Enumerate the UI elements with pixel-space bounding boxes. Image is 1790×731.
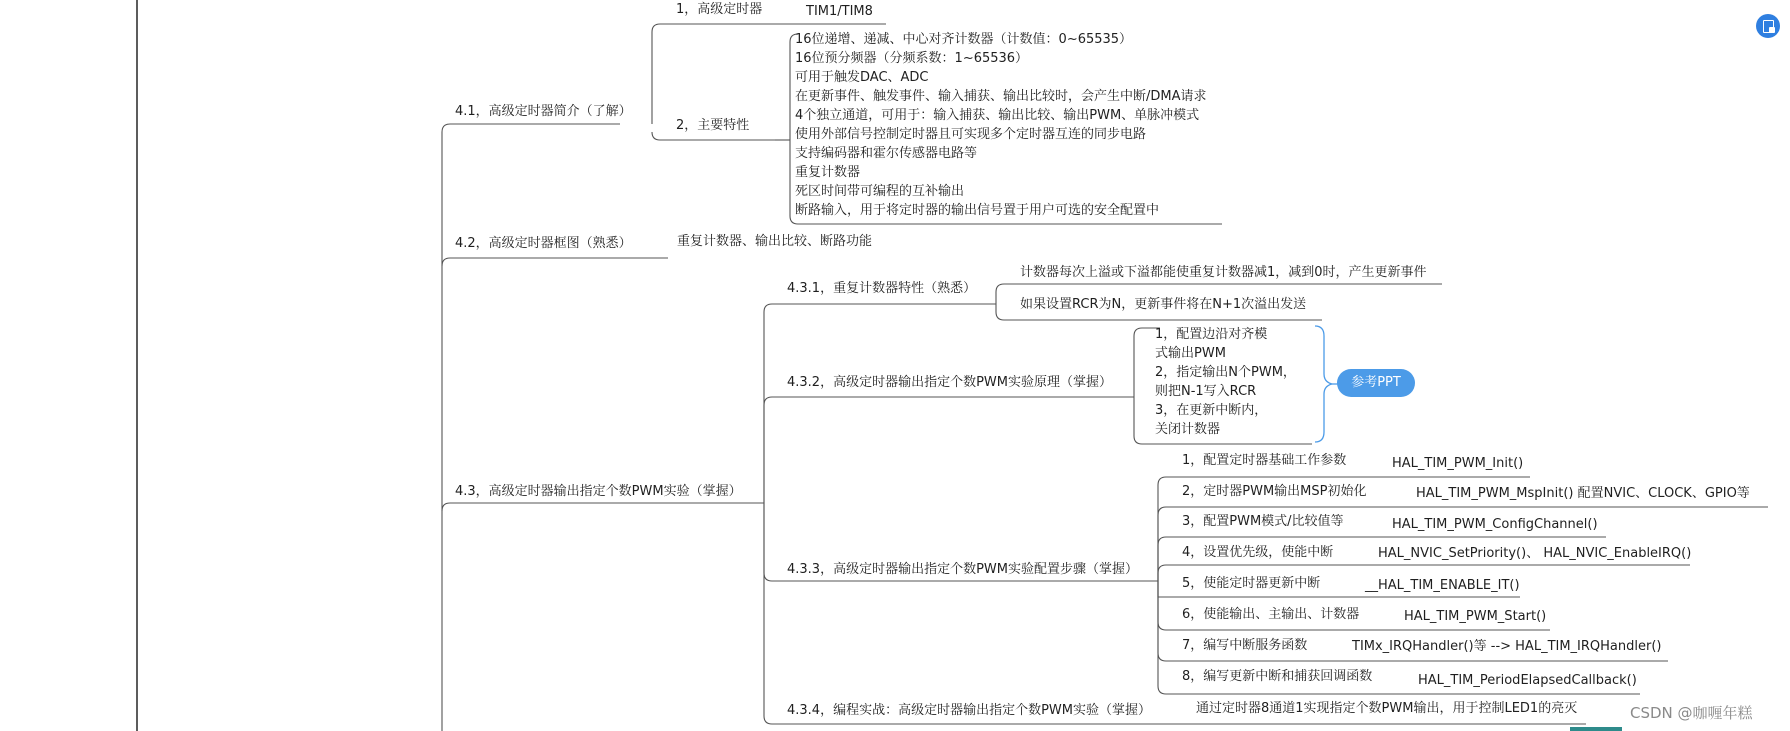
step-label[interactable]: 1，配置定时器基础工作参数 — [1182, 453, 1347, 468]
feature-item: 死区时间带可编程的互补输出 — [795, 184, 965, 199]
topic-4-3-1-a[interactable]: 计数器每次上溢或下溢都能使重复计数器减1，减到0时，产生更新事件 — [1020, 265, 1427, 280]
watermark: CSDN @咖喱年糕 — [1630, 704, 1753, 722]
step-func[interactable]: HAL_NVIC_SetPriority()、 HAL_NVIC_EnableIRQ() — [1378, 546, 1692, 561]
principle-line: 关闭计数器 — [1155, 422, 1221, 437]
feature-item: 16位预分频器（分频系数：1~65536） — [795, 51, 1029, 66]
principle-line: 1，配置边沿对齐模 — [1155, 327, 1268, 342]
step-label[interactable]: 2，定时器PWM输出MSP初始化 — [1182, 484, 1367, 499]
step-func[interactable]: HAL_TIM_PWM_Init() — [1392, 456, 1524, 471]
step-func[interactable]: HAL_TIM_PeriodElapsedCallback() — [1418, 673, 1637, 688]
topic-4-3-4-value[interactable]: 通过定时器8通道1实现指定个数PWM输出，用于控制LED1的亮灭 — [1196, 701, 1578, 716]
topic-4-1[interactable]: 4.1，高级定时器简介（了解） — [455, 104, 632, 119]
topic-4-1-1-value[interactable]: TIM1/TIM8 — [806, 4, 873, 19]
step-label[interactable]: 6，使能输出、主输出、计数器 — [1182, 607, 1360, 622]
topic-4-1-2[interactable]: 2，主要特性 — [676, 118, 750, 133]
feature-item: 断路输入，用于将定时器的输出信号置于用户可选的安全配置中 — [795, 203, 1160, 218]
topic-4-3-1-b[interactable]: 如果设置RCR为N，更新事件将在N+1次溢出发送 — [1020, 297, 1307, 312]
step-label[interactable]: 7，编写中断服务函数 — [1182, 638, 1308, 653]
principle-line: 式输出PWM — [1155, 346, 1226, 361]
step-label[interactable]: 5，使能定时器更新中断 — [1182, 576, 1321, 591]
feature-item: 在更新事件、触发事件、输入捕获、输出比较时，会产生中断/DMA请求 — [795, 89, 1207, 104]
feature-item: 使用外部信号控制定时器且可实现多个定时器互连的同步电路 — [795, 127, 1147, 142]
topic-4-2[interactable]: 4.2，高级定时器框图（熟悉） — [455, 236, 632, 251]
step-func[interactable]: __HAL_TIM_ENABLE_IT() — [1365, 578, 1520, 593]
topic-4-3-3[interactable]: 4.3.3，高级定时器输出指定个数PWM实验配置步骤（掌握） — [787, 562, 1138, 577]
step-label[interactable]: 4，设置优先级，使能中断 — [1182, 545, 1334, 560]
principle-line: 3，在更新中断内， — [1155, 403, 1268, 418]
step-func[interactable]: TIMx_IRQHandler()等 --> HAL_TIM_IRQHandler() — [1352, 639, 1662, 654]
step-func[interactable]: HAL_TIM_PWM_Start() — [1404, 609, 1547, 624]
principle-line: 2，指定输出N个PWM， — [1155, 365, 1296, 380]
topic-4-3[interactable]: 4.3，高级定时器输出指定个数PWM实验（掌握） — [455, 484, 742, 499]
topic-4-2-value[interactable]: 重复计数器、输出比较、断路功能 — [677, 234, 873, 249]
step-label[interactable]: 3，配置PWM模式/比较值等 — [1182, 514, 1344, 529]
step-label[interactable]: 8，编写更新中断和捕获回调函数 — [1182, 669, 1373, 684]
feature-item: 支持编码器和霍尔传感器电路等 — [795, 146, 978, 161]
ref-ppt-tag[interactable]: 参考PPT — [1337, 369, 1415, 397]
feature-item: 重复计数器 — [795, 165, 861, 180]
topic-4-3-1[interactable]: 4.3.1，重复计数器特性（熟悉） — [787, 281, 977, 296]
feature-item: 4个独立通道，可用于：输入捕获、输出比较、输出PWM、单脉冲模式 — [795, 108, 1200, 123]
step-func[interactable]: HAL_TIM_PWM_MspInit() 配置NVIC、CLOCK、GPIO等 — [1416, 486, 1750, 501]
float-action-icon[interactable] — [1756, 14, 1780, 38]
topic-4-3-2[interactable]: 4.3.2，高级定时器输出指定个数PWM实验原理（掌握） — [787, 375, 1112, 390]
principle-line: 则把N-1写入RCR — [1155, 384, 1257, 399]
feature-item: 可用于触发DAC、ADC — [795, 70, 929, 85]
feature-item: 16位递增、递减、中心对齐计数器（计数值：0~65535） — [795, 32, 1133, 47]
topic-4-1-1[interactable]: 1，高级定时器 — [676, 2, 763, 17]
step-func[interactable]: HAL_TIM_PWM_ConfigChannel() — [1392, 517, 1598, 532]
topic-4-3-4[interactable]: 4.3.4，编程实战：高级定时器输出指定个数PWM实验（掌握） — [787, 703, 1151, 718]
